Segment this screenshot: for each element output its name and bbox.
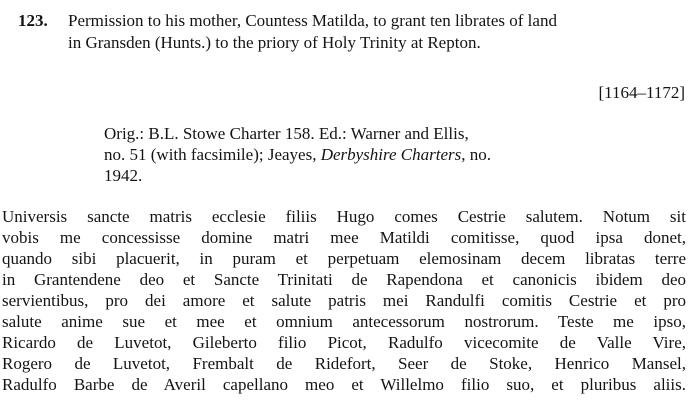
entry-title-line: in Gransden (Hunts.) to the priory of Holy Trinity at Repton. — [68, 33, 481, 52]
source-line: 1942. — [104, 166, 143, 185]
source-citation — [104, 123, 574, 186]
charter-text — [0, 206, 697, 395]
source-text: no. 51 (with facsimile); Jeayes, — [104, 145, 321, 164]
charter-line: vobis me concessisse domine matri mee Matildi comitisse, quod ipsa donet, — [2, 228, 686, 247]
entry-title-line: Permission to his mother, Countess Matilda, to grant ten librates of land — [68, 11, 557, 30]
source-line: Orig.: B.L. Stowe Charter 158. Ed.: Warner and Ellis, — [104, 124, 469, 143]
source-title-italic: Derbyshire Charters — [320, 145, 462, 164]
date-range: [1164–1172] — [598, 83, 685, 102]
charter-line: salute anime sue et mee et omnium antecessorum nostrorum. Teste me ipso, — [2, 312, 686, 331]
charter-line: Universis sancte matris ecclesie filiis Hugo comes Cestrie salutem. Notum sit — [2, 207, 686, 226]
charter-line: in Grantendene deo et Sancte Trinitati de Rapendona et canonicis ibidem deo — [2, 270, 686, 289]
charter-line: Radulfo Barbe de Averil capellano meo et Willelmo filio suo, et pluribus aliis. — [2, 375, 686, 394]
charter-line: Ricardo de Luvetot, Gileberto filio Picot, Radulfo vicecomite de Valle Vire, — [2, 333, 686, 352]
charter-line: servientibus, pro dei amore et salute patris mei Randulfi comitis Cestrie et pro — [2, 291, 686, 310]
source-line — [104, 144, 574, 165]
source-text: , no. — [461, 145, 492, 164]
charter-line: quando sibi placuerit, in puram et perpetuam elemosinam decem libratas terre — [2, 249, 686, 268]
entry-title — [68, 10, 690, 54]
entry-number: 123. — [18, 11, 48, 30]
charter-line: Rogero de Luvetot, Frembalt de Ridefort, Seer de Stoke, Henrico Mansel, — [2, 354, 686, 373]
